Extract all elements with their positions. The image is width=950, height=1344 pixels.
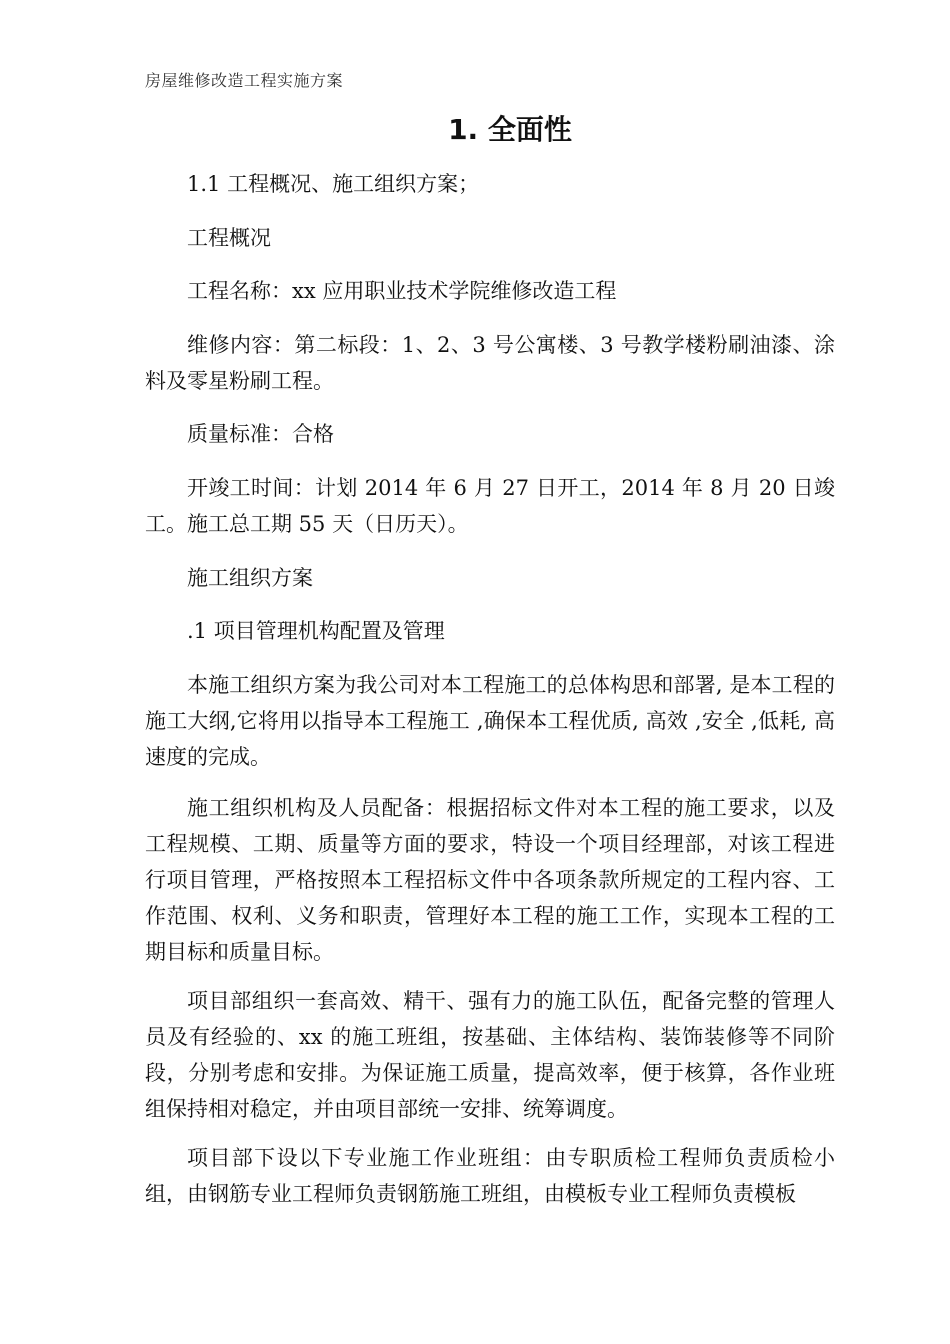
subheading-overview: 工程概况 xyxy=(187,226,271,250)
running-header: 房屋维修改造工程实施方案 xyxy=(145,71,344,90)
quality-standard-line: 质量标准：合格 xyxy=(187,422,334,446)
schedule-paragraph: 开竣工时间：计划 2014 年 6 月 27 日开工，2014 年 8 月 20 日竣工。施工总工期 55 天（日历天）。 xyxy=(145,476,835,536)
subheading-management: .1 项目管理机构配置及管理 xyxy=(187,619,445,643)
subheading-organization: 施工组织方案 xyxy=(187,566,313,590)
section-heading-1-1: 1.1 工程概况、施工组织方案； xyxy=(187,172,480,196)
intro-paragraph: 本施工组织方案为我公司对本工程施工的总体构思和部署, 是本工程的施工大纲,它将用以指导本工程施工 ,确保本工程优质, 高效 ,安全 ,低耗, 高速度的完成。 xyxy=(145,673,835,769)
team-paragraph: 项目部组织一套高效、精干、强有力的施工队伍，配备完整的管理人员及有经验的、xx 的施工班组，按基础、主体结构、装饰装修等不同阶段，分别考虑和安排。为保证施工质量，提高效率，便于核算，各作业班组保持相对稳定，并由项目部统一安排、统筹调度。 xyxy=(145,989,835,1121)
repair-content-paragraph: 维修内容：第二标段：1、2、3 号公寓楼、3 号教学楼粉刷油漆、涂料及零星粉刷工程。 xyxy=(145,333,835,393)
staffing-paragraph: 施工组织机构及人员配备：根据招标文件对本工程的施工要求，以及工程规模、工期、质量等方面的要求，特设一个项目经理部，对该工程进行项目管理，严格按照本工程招标文件中各项条款所规定的工程内容、工作范围、权利、义务和职责，管理好本工程的施工工作，实现本工程的工期目标和质量目标。 xyxy=(145,796,835,964)
project-name-line: 工程名称：xx 应用职业技术学院维修改造工程 xyxy=(187,279,617,303)
work-groups-paragraph: 项目部下设以下专业施工作业班组：由专职质检工程师负责质检小组，由钢筋专业工程师负责钢筋施工班组，由模板专业工程师负责模板 xyxy=(145,1146,835,1206)
page-title: 1. 全面性 xyxy=(448,113,572,146)
